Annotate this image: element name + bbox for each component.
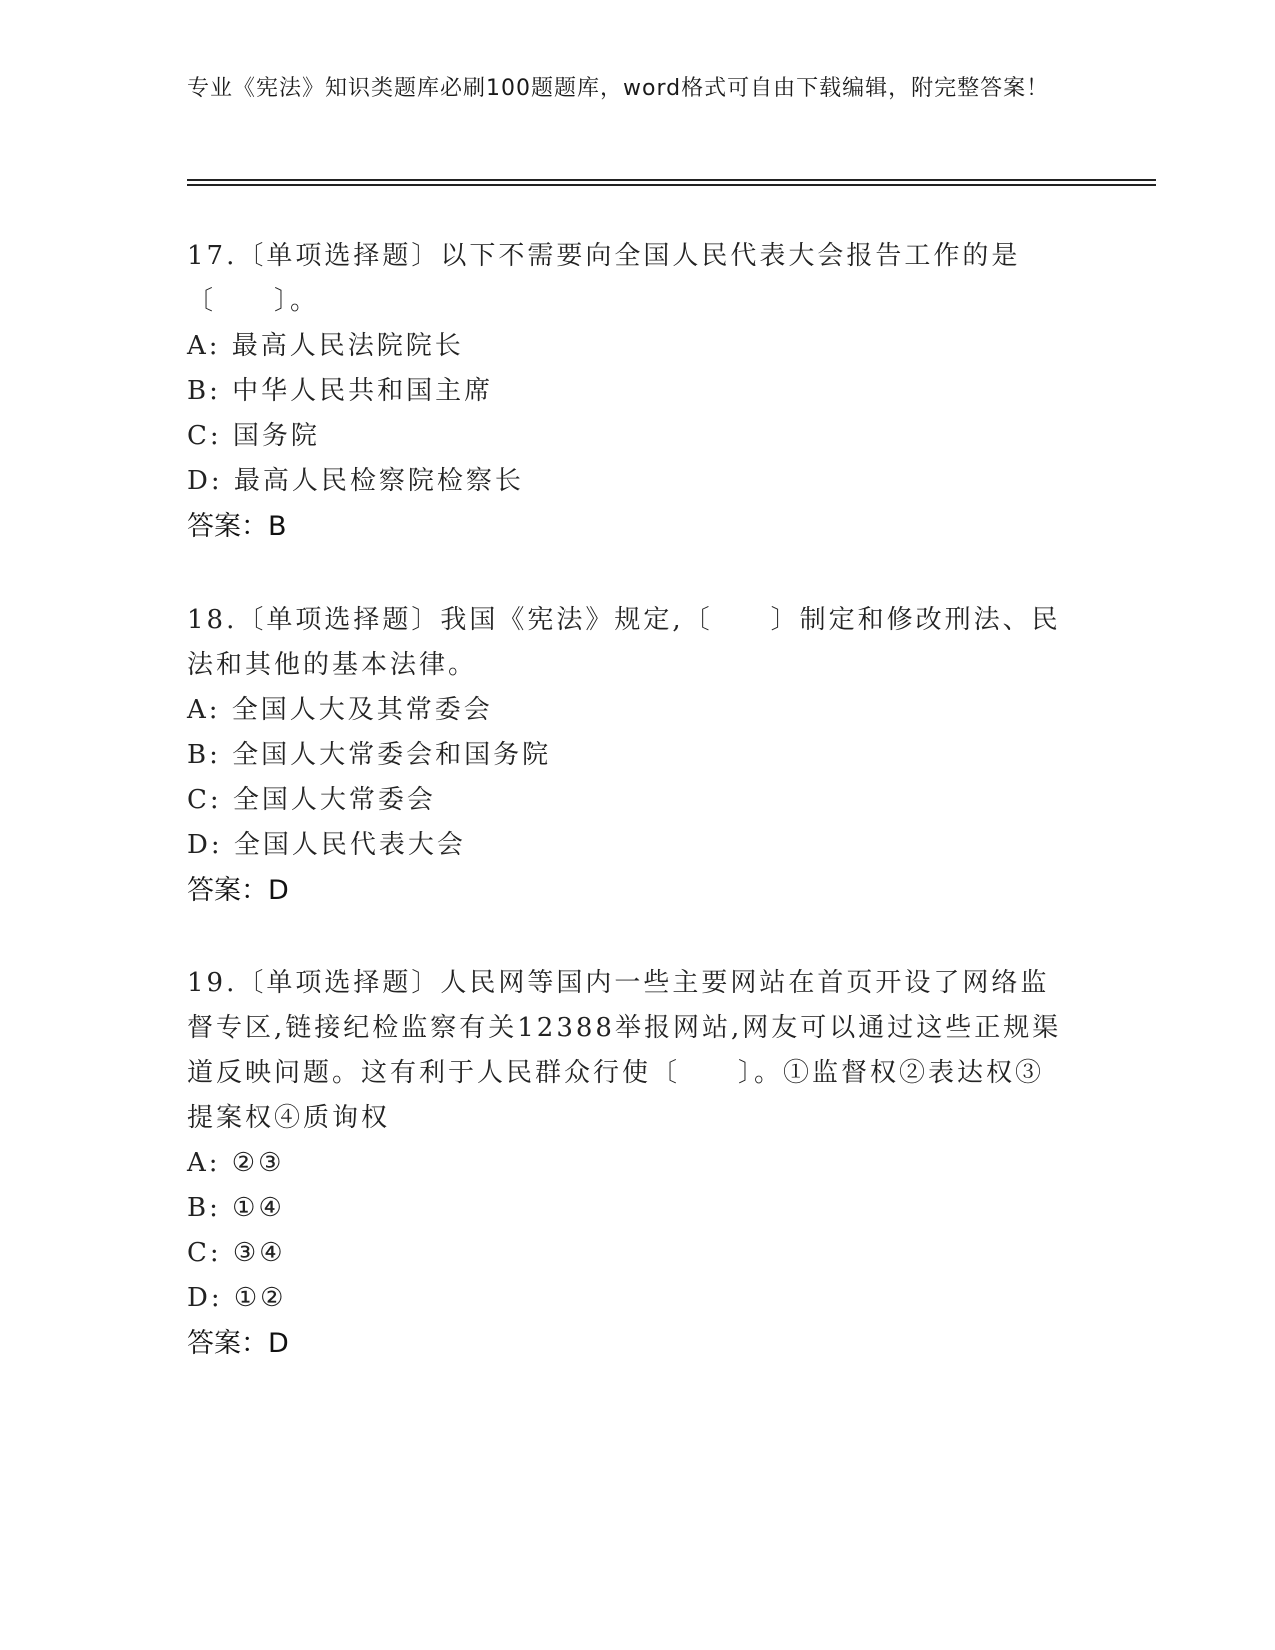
header-divider-bottom [187,184,1156,186]
option-d: D: ①② [187,1283,287,1313]
option-b: B: 全国人大常委会和国务院 [187,740,552,770]
option-b: B: ①④ [187,1193,285,1223]
option-c: C: 全国人大常委会 [187,785,436,815]
answer: 答案：D [187,1328,289,1359]
option-d: D: 全国人民代表大会 [187,830,466,860]
question-stem: 18.〔单项选择题〕我国《宪法》规定,〔 〕制定和修改刑法、民法和其他的基本法律。 [187,605,1061,680]
question-18 [187,598,1072,913]
question-19 [187,961,1072,1366]
question-stem: 17.〔单项选择题〕以下不需要向全国人民代表大会报告工作的是〔 〕。 [187,241,1021,316]
option-a: A: 全国人大及其常委会 [187,695,493,725]
option-a: A: ②③ [187,1148,285,1178]
question-17 [187,234,1072,549]
answer: 答案：B [187,511,287,542]
header-divider-top [187,179,1156,181]
answer: 答案：D [187,875,289,906]
option-a: A: 最高人民法院院长 [187,331,464,361]
option-b: B: 中华人民共和国主席 [187,376,494,406]
option-c: C: 国务院 [187,421,320,451]
option-c: C: ③④ [187,1238,286,1268]
option-d: D: 最高人民检察院检察长 [187,466,524,496]
document-header: 专业《宪法》知识类题库必刷100题题库，word格式可自由下载编辑，附完整答案！ [187,76,1050,101]
question-stem: 19.〔单项选择题〕人民网等国内一些主要网站在首页开设了网络监督专区,链接纪检监察有关12388举报网站,网友可以通过这些正规渠道反映问题。这有利于人民群众行使〔 〕。①监督权②表达权③提案权④质询权 [187,968,1062,1133]
